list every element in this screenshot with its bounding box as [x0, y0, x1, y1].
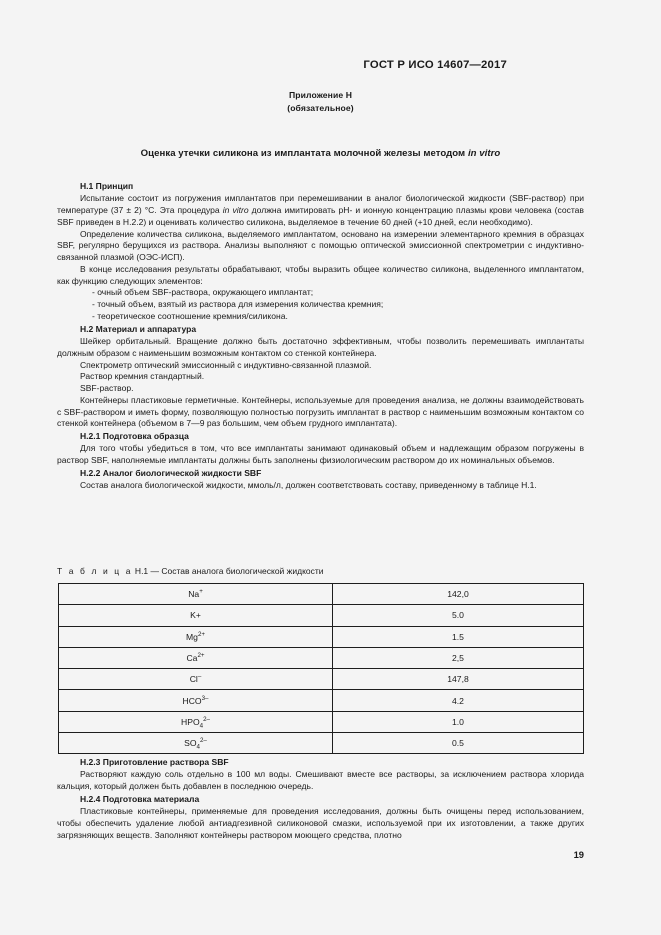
paragraph-h2-3: Раствор кремния стандартный.: [80, 371, 205, 382]
paragraph-h1-2: Определение количества силикона, выделяемого имплантатом, основано на измерении элементарного кремния в образцах SBF, регулярно берущихся из раствора. Анализы выполняют с помощью оптической эмиссионной спектрометрии с индуктивно-связанной плазмой (ОЭС-ИСП).: [57, 228, 584, 263]
ion-charge: 2–: [203, 716, 210, 724]
ion-subscript: 4: [199, 722, 204, 730]
paragraph-h1-1-italic: in vitro: [222, 205, 249, 216]
paragraph-h2-4: SBF-раствор.: [80, 383, 134, 394]
annex-label: Приложение Н: [289, 90, 352, 100]
annex-status: (обязательное): [287, 102, 354, 113]
list-item: - точный объем, взятый из раствора для измерения количества кремния;: [92, 299, 384, 310]
cell-value: 0.5: [333, 733, 584, 754]
table-row: [59, 669, 584, 690]
paragraph-h2-5: Контейнеры пластиковые герметичные. Контейнеры, используемые для проведения анализа, не должны взаимодействовать с SBF-раствором и иметь форму, позволяющую полностью погрузить имплантат в раствор с наименьшим возможным контактом со стенкой контейнера (объемом в 7—9 раз большим, чем объем грудного имплантата).: [57, 394, 584, 429]
heading-h1: Н.1 Принцип: [80, 181, 134, 191]
ion-symbol: Mg: [185, 631, 198, 642]
standard-reference-header: ГОСТ Р ИСО 14607—2017: [363, 59, 507, 71]
paragraph-h2-1: Шейкер орбитальный. Вращение должно быть достаточно эффективным, чтобы позволить перемешивать имплантаты должным образом с наименьшим возможным контактом со стенкой контейнера.: [57, 336, 584, 358]
ion-charge: +: [199, 588, 203, 596]
cell-value: 1.0: [333, 711, 584, 732]
paragraph-h1-1-a: Испытание состоит из погружения имплантатов при перемешивании в аналог биологической жидкости (SBF-раствор) при температуре (37 ± 2) °С. Эта процедура: [57, 193, 584, 216]
cell-ion: [59, 584, 333, 605]
table-row: [59, 647, 584, 668]
cell-ion: [59, 669, 333, 690]
table-row: [59, 690, 584, 711]
tail-text-flow: [57, 756, 584, 842]
table-caption-rest: Н.1 — Состав аналога биологической жидкости: [132, 566, 324, 576]
ion-subscript: 4: [196, 743, 200, 751]
cell-ion: [59, 605, 333, 626]
page-number: 19: [573, 849, 584, 860]
table-row: [59, 605, 584, 626]
cell-value: 1.5: [333, 626, 584, 647]
cell-value: 2,5: [333, 647, 584, 668]
page-title: [57, 148, 584, 159]
body-text-flow: [57, 180, 584, 492]
paragraph-h1-3: В конце исследования результаты обрабатывают, чтобы выразить общее количество силикона, выделенного имплантатом, как функцию следующих элементов:: [57, 263, 584, 286]
table-row: [59, 584, 584, 605]
cell-ion: [59, 711, 333, 732]
ion-symbol: Cl: [189, 674, 198, 685]
cell-value: 5.0: [333, 605, 584, 626]
paragraph-h2-2: Спектрометр оптический эмиссионный с индуктивно-связанной плазмой.: [80, 359, 372, 370]
paragraph-h1-1-b: должна имитировать рН- и ионную концентрацию плазмы крови человека (состав SBF приведен в Н.2.2) и оценивать количество силикона, выделяемое в течение 60 дней (+10 дней, если необходимо).: [57, 205, 584, 227]
table-row: [59, 733, 584, 754]
ion-symbol: Na: [188, 589, 200, 600]
cell-ion: [59, 626, 333, 647]
cell-value: 142,0: [333, 584, 584, 605]
cell-ion: [59, 647, 333, 668]
ion-charge: 3–: [201, 694, 209, 702]
table-caption-prefix: Т а б л и ц а: [57, 566, 133, 576]
table-body: [59, 584, 584, 754]
paragraph-h2-3-1: Растворяют каждую соль отдельно в 100 мл воды. Смешивают вместе все растворы, за исключением раствора хлорида кальция, который должен быть добавлен в последнюю очередь.: [57, 769, 584, 792]
ion-charge: 2–: [199, 737, 207, 745]
heading-h2-1: Н.2.1 Подготовка образца: [80, 431, 189, 442]
cell-ion: [59, 690, 333, 711]
heading-h2-3: Н.2.3 Приготовление раствора SBF: [80, 757, 229, 767]
list-item: - очный объем SBF-раствора, окружающего имплантат;: [92, 287, 314, 298]
ion-symbol: Ca: [186, 653, 198, 664]
table-row: [59, 711, 584, 732]
heading-h2-4: Н.2.4 Подготовка материала: [80, 793, 200, 804]
table-caption: [57, 566, 324, 576]
ion-symbol: HCO: [182, 695, 202, 706]
paragraph-h2-4-1: Пластиковые контейнеры, применяемые для проведения исследования, должны быть очищены перед использованием, чтобы обеспечить удаление любой антиадгезивной силиконовой смазки, используемой при их изготовлении, а также других загрязняющих веществ. Заполняют контейнеры раствором моющего средства, плотно: [57, 806, 584, 840]
paragraph-h2-1-1: Для того чтобы убедиться в том, что все имплантаты занимают одинаковый объем и надлежащим образом погружены в раствор SBF, наполняемые имплантаты должны быть заполнены физиологическим раствором до их номинальных объемов.: [57, 443, 584, 466]
cell-value: 4.2: [333, 690, 584, 711]
heading-h2: Н.2 Материал и аппаратура: [80, 323, 197, 334]
page-title-italic: in vitro: [467, 148, 501, 159]
heading-h2-2: Н.2.2 Аналог биологической жидкости SBF: [80, 467, 262, 478]
annex-heading-block: [57, 89, 584, 114]
sbf-composition-table: [58, 583, 584, 754]
ion-charge: –: [197, 673, 202, 681]
ion-charge: 2+: [197, 630, 205, 638]
ion-charge: 2+: [197, 652, 205, 660]
list-item: - теоретическое соотношение кремния/силикона.: [92, 310, 288, 321]
ion-symbol: SO: [184, 738, 197, 749]
cell-value: 147,8: [333, 669, 584, 690]
paragraph-h2-2-1: Состав аналога биологической жидкости, ммоль/л, должен соответствовать составу, приведенному в таблице Н.1.: [80, 480, 537, 491]
page-title-text: Оценка утечки силикона из имплантата молочной железы методом: [140, 148, 468, 159]
ion-symbol: HPO: [181, 716, 200, 727]
table-row: [59, 626, 584, 647]
paragraph-h1-1: [57, 193, 584, 228]
cell-ion: [59, 733, 333, 754]
ion-symbol: K+: [190, 610, 201, 621]
